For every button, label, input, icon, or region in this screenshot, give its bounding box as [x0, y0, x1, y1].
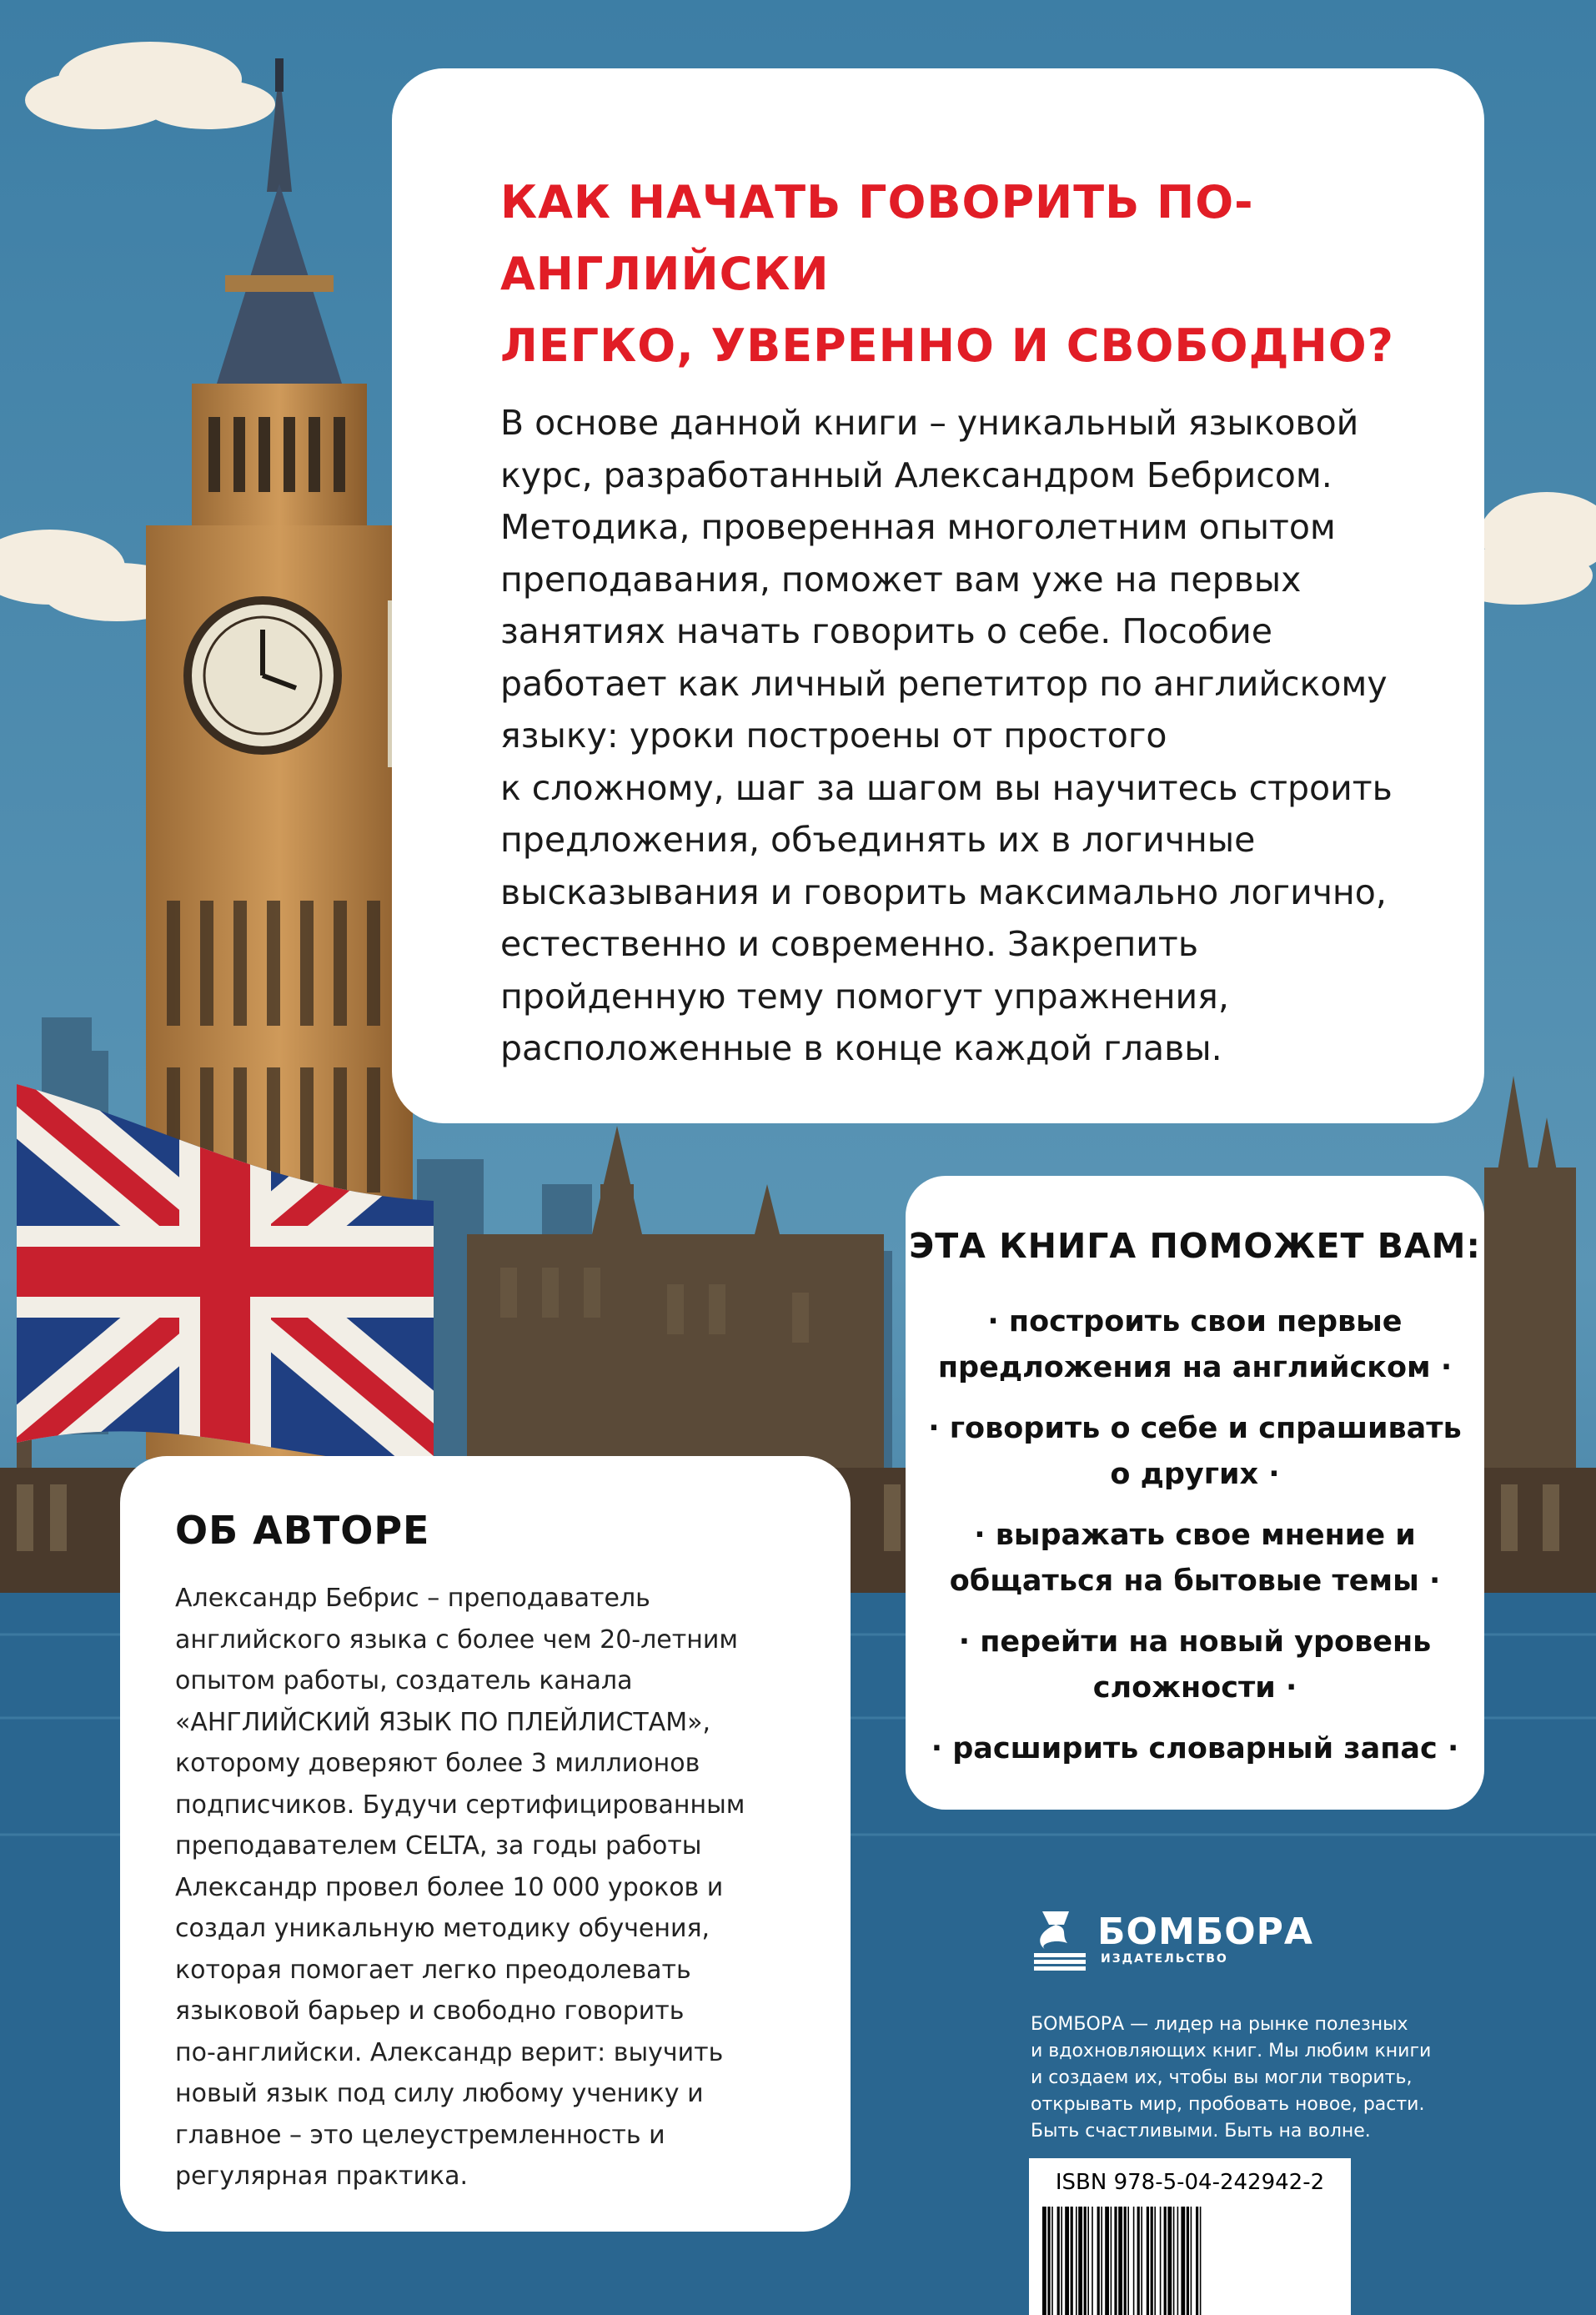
text-line: подписчиков. Будучи сертифицированным [175, 1790, 745, 1820]
benefit-item [906, 1406, 1484, 1498]
text-line: работает как личный репетитор по английскому [500, 663, 1388, 704]
benefit-line: · говорить о себе и спрашивать [928, 1412, 1462, 1445]
publisher-logo-sub: ИЗДАТЕЛЬСТВО [1101, 1952, 1228, 1966]
text-line: предложения, объединять их в логичные [500, 820, 1256, 860]
text-line: которому доверяют более 3 миллионов [175, 1749, 700, 1778]
text-line: регулярная практика. [175, 2162, 469, 2191]
main-title-line: КАК НАЧАТЬ ГОВОРИТЬ ПО-АНГЛИЙСКИ [500, 176, 1254, 300]
isbn-barcode-block [1029, 2158, 1351, 2315]
text-line: главное – это целеустремленность и [175, 2120, 665, 2150]
benefits-title: ЭТА КНИГА ПОМОЖЕТ ВАМ: [909, 1226, 1481, 1266]
publisher-logo-name: БОМБОРА [1097, 1911, 1313, 1953]
publisher-logo [1031, 1901, 1498, 1976]
text-line: создал уникальную методику обучения, [175, 1914, 710, 1943]
benefit-line: общаться на бытовые темы · [949, 1564, 1441, 1598]
text-line: пройденную тему помогут упражнения, [500, 976, 1229, 1017]
text-line: преподавателем CELTA, за годы работы [175, 1831, 702, 1861]
text-line: Быть счастливыми. Быть на волне. [1031, 2121, 1371, 2142]
text-line: языковой барьер и свободно говорить [175, 1996, 685, 2026]
text-line: языку: уроки построены от простого [500, 716, 1167, 756]
text-line: и создаем их, чтобы вы могли творить, [1031, 2067, 1413, 2088]
benefit-item [906, 1726, 1484, 1772]
text-line: Александр провел более 10 000 уроков и [175, 1872, 724, 1902]
benefit-item [906, 1619, 1484, 1711]
benefit-line: · перейти на новый уровень [958, 1625, 1432, 1659]
benefits-panel [906, 1176, 1484, 1810]
main-title-line: ЛЕГКО, УВЕРЕННО И СВОБОДНО? [500, 319, 1395, 372]
main-description-text [500, 397, 1434, 1075]
main-title [500, 167, 1434, 382]
benefit-line: · построить свои первые [987, 1305, 1403, 1338]
benefit-item [906, 1513, 1484, 1604]
text-line: к сложному, шаг за шагом вы научитесь строить [500, 767, 1393, 808]
text-line: курс, разработанный Александром Бебрисом. [500, 454, 1333, 495]
benefit-item [906, 1299, 1484, 1391]
text-line: по-английски. Александр верит: выучить [175, 2037, 724, 2067]
benefit-line: предложения на английском · [937, 1351, 1453, 1384]
barcode-icon [1042, 2207, 1338, 2315]
main-description-panel [392, 68, 1484, 1123]
publisher-description [1031, 2011, 1498, 2145]
isbn-number: ISBN 978-5-04-242942-2 [1055, 2170, 1325, 2195]
benefit-line: · выражать свое мнение и [974, 1519, 1416, 1552]
text-line: новый язык под силу любому ученику и [175, 2079, 704, 2108]
publisher-block [1031, 1901, 1498, 2145]
text-line: опытом работы, создатель канала [175, 1666, 633, 1695]
benefit-line: · расширить словарный запас · [931, 1732, 1459, 1765]
text-line: занятиях начать говорить о себе. Пособие [500, 611, 1273, 651]
text-line: открывать мир, пробовать новое, расти. [1031, 2094, 1425, 2115]
text-line: В основе данной книги – уникальный языковой [500, 403, 1359, 443]
text-line: Методика, проверенная многолетним опытом [500, 507, 1336, 547]
text-line: естественно и современно. Закрепить [500, 924, 1198, 964]
text-line: которая помогает легко преодолевать [175, 1955, 691, 1985]
benefit-line: сложности · [1092, 1671, 1297, 1705]
benefit-line: о других · [1110, 1458, 1280, 1491]
bombora-wave-icon [1031, 1906, 1089, 1971]
author-title: ОБ АВТОРЕ [175, 1508, 430, 1553]
text-line: расположенные в конце каждой главы. [500, 1028, 1222, 1068]
text-line: БОМБОРА — лидер на рынке полезных [1031, 2014, 1408, 2035]
text-line: высказывания и говорить максимально логично, [500, 871, 1387, 912]
text-line: английского языка с более чем 20-летним [175, 1625, 738, 1655]
text-line: преподавания, поможет вам уже на первых [500, 559, 1302, 600]
author-bio-text [175, 1578, 851, 2197]
text-line: Александр Бебрис – преподаватель [175, 1584, 650, 1613]
about-author-panel [120, 1456, 851, 2232]
text-line: «АНГЛИЙСКИЙ ЯЗЫК ПО ПЛЕЙЛИСТАМ», [175, 1707, 711, 1737]
text-line: и вдохновляющих книг. Мы любим книги [1031, 2041, 1432, 2061]
